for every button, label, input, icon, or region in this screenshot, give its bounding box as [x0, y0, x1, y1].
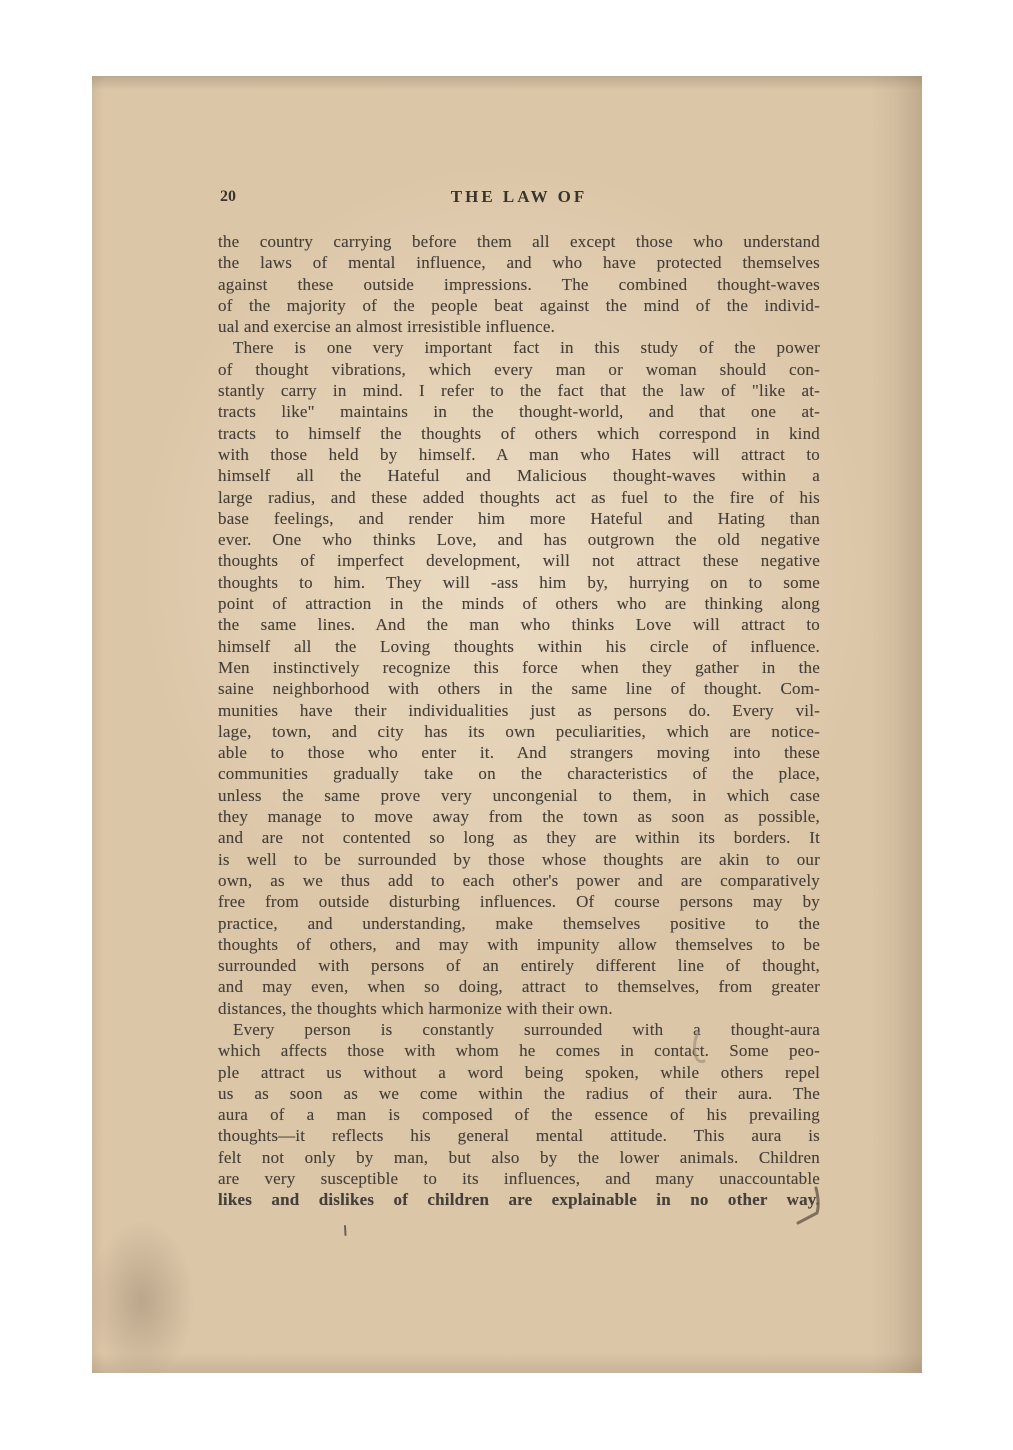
paragraph	[218, 337, 820, 1019]
book-page-scan	[92, 76, 922, 1373]
text-line: thoughts of others, and may with impunity allow themselves to be	[218, 934, 820, 954]
text-line: and may even, when so doing, attract to themselves, from greater	[218, 977, 820, 997]
text-line: munities have their individualities just as persons do. Every vil-	[218, 700, 820, 720]
text-line: thoughts to him. They will -ass him by, hurrying on to some	[218, 572, 820, 592]
text-line: thoughts of imperfect development, will not attract these negative	[218, 551, 820, 571]
text-line: himself all the Hateful and Malicious thought-waves within a	[218, 466, 820, 486]
text-line: There is one very important fact in this study of the power	[233, 338, 820, 358]
text-line: tracts to himself the thoughts of others which correspond in kind	[218, 423, 820, 443]
text-line: point of attraction in the minds of others who are thinking along	[218, 594, 820, 614]
pen-tick-mark	[342, 1225, 348, 1237]
text-line: surrounded with persons of an entirely different line of thought,	[218, 956, 820, 976]
text-line: likes and dislikes of children are explainable in no other way.	[218, 1190, 820, 1210]
text-line: which affects those with whom he comes in contact. Some peo-	[218, 1041, 820, 1061]
text-line: with those held by himself. A man who Hates will attract to	[218, 444, 820, 464]
text-line: unless the same prove very uncongenial to them, in which case	[218, 785, 820, 805]
text-line: of thought vibrations, which every man or woman should con-	[218, 359, 820, 379]
text-line: is well to be surrounded by those whose thoughts are akin to our	[218, 849, 820, 869]
text-line: they manage to move away from the town as soon as possible,	[218, 807, 820, 827]
text-line: thoughts—it reflects his general mental attitude. This aura is	[218, 1126, 820, 1146]
text-line: stantly carry in mind. I refer to the fact that the law of "like at-	[218, 381, 820, 401]
text-line: of the majority of the people beat against the mind of the individ-	[218, 295, 820, 315]
text-line: us as soon as we come within the radius of their aura. The	[218, 1083, 820, 1103]
text-line: saine neighborhood with others in the same line of thought. Com-	[218, 679, 820, 699]
paragraph	[218, 1019, 820, 1211]
text-line: communities gradually take on the characteristics of the place,	[218, 764, 820, 784]
text-line: the laws of mental influence, and who have protected themselves	[218, 253, 820, 273]
text-line: himself all the Loving thoughts within his circle of influence.	[218, 636, 820, 656]
text-line: large radius, and these added thoughts act as fuel to the fire of his	[218, 487, 820, 507]
text-line: and are not contented so long as they are within its borders. It	[218, 828, 820, 848]
text-line: ever. One who thinks Love, and has outgrown the old negative	[218, 530, 820, 550]
text-line: against these outside impressions. The combined thought-waves	[218, 274, 820, 294]
page-number: 20	[220, 188, 236, 205]
text-line: are very susceptible to its influences, and many unaccountable	[218, 1169, 820, 1189]
text-line: ual and exercise an almost irresistible influence.	[218, 317, 556, 337]
text-line: distances, the thoughts which harmonize with their own.	[218, 998, 613, 1018]
text-line: free from outside disturbing influences. Of course persons may by	[218, 892, 820, 912]
text-line: lage, town, and city has its own peculiarities, which are notice-	[218, 721, 820, 741]
text-line: Men instinctively recognize this force when they gather in the	[218, 657, 820, 677]
text-line: base feelings, and render him more Hateful and Hating than	[218, 508, 820, 528]
running-title: THE LAW OF	[450, 187, 588, 206]
text-line: own, as we thus add to each other's power and are comparatively	[218, 870, 820, 890]
text-line: Every person is constantly surrounded with a thought-aura	[233, 1019, 820, 1039]
text-line: able to those who enter it. And strangers moving into these	[218, 743, 820, 763]
text-line: the same lines. And the man who thinks Love will attract to	[218, 615, 820, 635]
text-line: ple attract us without a word being spoken, while others repel	[218, 1062, 820, 1082]
text-body	[218, 231, 820, 1211]
page-header	[218, 187, 820, 209]
text-line: practice, and understanding, make themselves positive to the	[218, 913, 820, 933]
text-line: aura of a man is composed of the essence of his prevailing	[218, 1105, 820, 1125]
text-line: the country carrying before them all except those who understand	[218, 232, 820, 251]
text-line: felt not only by man, but also by the lower animals. Children	[218, 1147, 820, 1167]
text-line: tracts like" maintains in the thought-world, and that one at-	[218, 402, 820, 422]
paragraph	[218, 231, 820, 337]
